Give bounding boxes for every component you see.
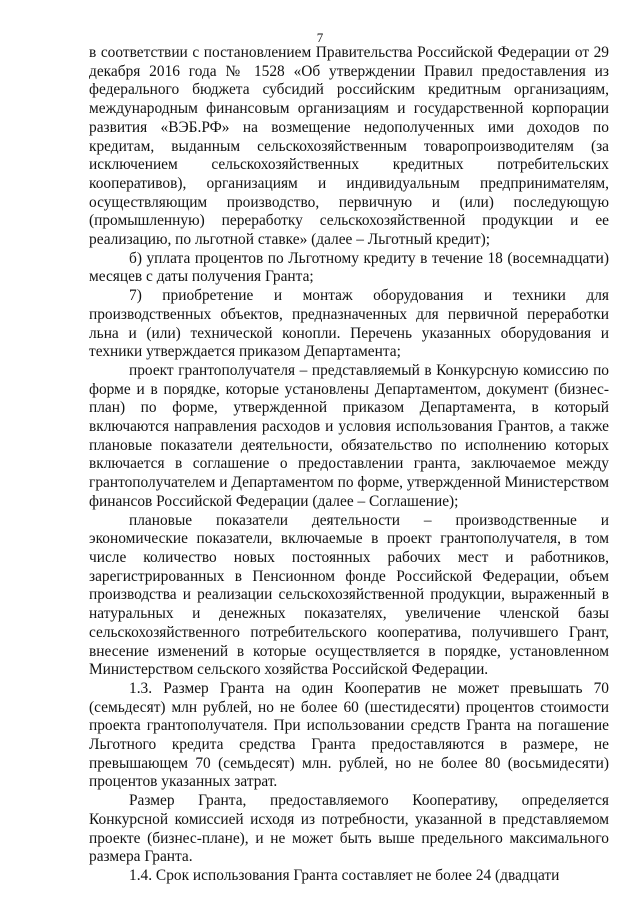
paragraph-item-7: 7) приобретение и монтаж оборудования и техники для производственных объектов, предназначенных для первичной переработки льна и (или) технической конопли. Перечень указанных оборудования и техники утверждается приказом Департамента; <box>89 287 609 361</box>
paragraph-item-b: б) уплата процентов по Льготному кредиту в течение 18 (восемнадцати) месяцев с даты получения Гранта; <box>89 249 609 286</box>
page-number: 7 <box>316 30 324 45</box>
paragraph-section-1-3: 1.3. Размер Гранта на один Кооператив не может превышать 70 (семьдесят) млн рублей, но не более 60 (шестидесяти) процентов стоимости проекта грантополучателя. При использовании средств Гранта на погашение Льготного кредита средства Гранта предоставляются в размере, не превышающем 70 (семьдесят) млн. рублей, но не более 80 (восьмидесяти) процентов указанных затрат. <box>89 679 609 791</box>
paragraph-grant-size: Размер Гранта, предоставляемого Кооперативу, определяется Конкурсной комиссией исходя из потребности, указанной в представляемом проекте (бизнес-плане), и не может быть выше предельного максимального размера Гранта. <box>89 792 609 866</box>
paragraph-project-definition: проект грантополучателя – представляемый в Конкурсную комиссию по форме и в порядке, которые установлены Департаментом, документ (бизнес-план) по форме, утвержденной приказом Департамента, в который включаются направления расходов и условия использования Грантов, а также плановые показатели деятельности, обязательство по исполнению которых включается в соглашение о предоставлении гранта, заключаемое между грантополучателем и Департаментом по форме, утвержденной Министерством финансов Российской Федерации (далее – Соглашение); <box>89 361 609 510</box>
paragraph-planned-indicators: плановые показатели деятельности – производственные и экономические показатели, включаемые в проект грантополучателя, в том числе количество новых постоянных рабочих мест и работников, зарегистрированных в Пенсионном фонде Российской Федерации, объем производства и реализации сельскохозяйственной продукции, выраженный в натуральных и денежных показателях, увеличение членской базы сельскохозяйственного потребительского кооператива, получившего Грант, внесение изменений в которые осуществляется в порядке, установленном Министерством сельского хозяйства Российской Федерации. <box>89 511 609 679</box>
paragraph-section-1-4: 1.4. Срок использования Гранта составляет не более 24 (двадцати <box>129 866 560 884</box>
document-body <box>89 44 609 886</box>
paragraph-definition-preferential-credit: в соответствии с постановлением Правительства Российской Федерации от 29 декабря 2016 года № 1528 «Об утверждении Правил предоставления из федерального бюджета субсидий российским кредитным организациям, международным финансовым организациям и государственной корпорации развития «ВЭБ.РФ» на возмещение недополученных ими доходов по кредитам, выданным сельскохозяйственным товаропроизводителям (за исключением сельскохозяйственных кредитных потребительских кооперативов), организациям и индивидуальным предпринимателям, осуществляющим производство, первичную и (или) последующую (промышленную) переработку сельскохозяйственной продукции и ее реализацию, по льготной ставке» (далее – Льготный кредит); <box>89 44 609 249</box>
